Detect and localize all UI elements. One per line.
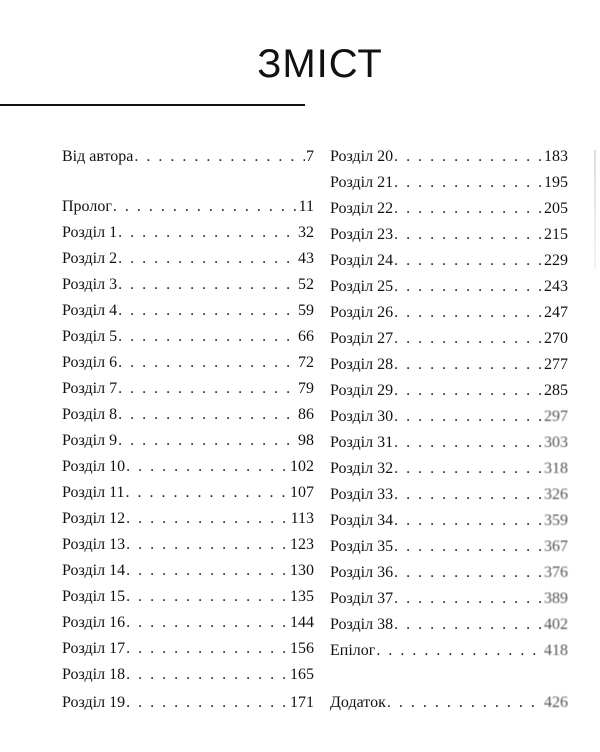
leader-dots <box>118 428 297 454</box>
leader-dots <box>394 196 543 222</box>
toc-entry-chapter[interactable] <box>330 534 568 560</box>
leader-dots <box>118 272 297 298</box>
toc-entry-chapter[interactable] <box>330 612 568 638</box>
leader-dots <box>394 248 543 274</box>
toc-entry-chapter[interactable] <box>330 560 568 586</box>
toc-entry-page: 277 <box>544 356 568 373</box>
toc-entry-chapter[interactable] <box>330 248 568 274</box>
toc-entry-chapter[interactable] <box>62 402 314 428</box>
toc-entry-page: 376 <box>544 564 568 581</box>
leader-dots <box>394 144 543 170</box>
leader-dots <box>118 402 297 428</box>
toc-entry-chapter[interactable] <box>62 690 314 716</box>
toc-entry-label: Розділ 28 <box>330 356 394 373</box>
leader-dots <box>394 534 543 560</box>
toc-entry-page: 243 <box>544 278 568 295</box>
toc-entry-label: Розділ 36 <box>330 564 394 581</box>
leader-dots <box>394 300 543 326</box>
leader-dots <box>118 376 297 402</box>
leader-dots <box>394 586 543 612</box>
leader-dots <box>126 662 289 688</box>
leader-dots <box>118 324 297 350</box>
toc-entry-chapter[interactable] <box>62 558 314 584</box>
toc-entry-chapter[interactable] <box>330 404 568 430</box>
toc-entry-label: Розділ 6 <box>62 354 118 371</box>
toc-entry-label: Розділ 26 <box>330 304 394 321</box>
toc-entry-page: 171 <box>290 694 314 711</box>
page-edge-shadow <box>594 150 596 270</box>
toc-entry-label: Розділ 4 <box>62 302 118 319</box>
toc-entry-page: 195 <box>544 174 568 191</box>
title-divider <box>0 104 305 106</box>
toc-entry-chapter[interactable] <box>330 482 568 508</box>
leader-dots <box>394 508 543 534</box>
toc-entry-chapter[interactable] <box>330 326 568 352</box>
toc-entry-chapter[interactable] <box>330 352 568 378</box>
toc-entry-page: 165 <box>290 666 314 683</box>
toc-entry-label: Від автора <box>62 148 134 165</box>
leader-dots <box>394 378 543 404</box>
toc-entry-label: Розділ 23 <box>330 226 394 243</box>
toc-entry-label: Розділ 2 <box>62 250 118 267</box>
toc-entry-epilogue[interactable] <box>330 638 568 664</box>
toc-entry-label: Розділ 7 <box>62 380 118 397</box>
leader-dots <box>394 222 543 248</box>
toc-entry-chapter[interactable] <box>330 378 568 404</box>
toc-entry-page: 318 <box>544 460 568 477</box>
toc-entry-chapter[interactable] <box>62 298 314 324</box>
leader-dots <box>126 454 289 480</box>
toc-entry-chapter[interactable] <box>330 170 568 196</box>
toc-entry-page: 367 <box>544 538 568 555</box>
leader-dots <box>126 636 289 662</box>
leader-dots <box>394 326 543 352</box>
leader-dots <box>118 220 297 246</box>
toc-entry-page: 418 <box>544 642 568 659</box>
toc-entry-page: 144 <box>290 614 314 631</box>
toc-entry-chapter[interactable] <box>62 584 314 610</box>
toc-entry-label: Розділ 25 <box>330 278 394 295</box>
leader-dots <box>394 456 543 482</box>
leader-dots <box>118 246 297 272</box>
toc-entry-label: Розділ 3 <box>62 276 118 293</box>
toc-entry-chapter[interactable] <box>330 508 568 534</box>
toc-entry-label: Пролог <box>62 198 112 215</box>
toc-entry-page: 303 <box>544 434 568 451</box>
toc-entry-label: Розділ 34 <box>330 512 394 529</box>
toc-entry-page: 359 <box>544 512 568 529</box>
toc-entry-page: 66 <box>298 328 314 345</box>
leader-dots <box>126 480 289 506</box>
toc-entry-label: Розділ 19 <box>62 694 126 711</box>
toc-entry-label: Розділ 29 <box>330 382 394 399</box>
leader-dots <box>126 558 289 584</box>
leader-dots <box>394 274 543 300</box>
toc-entry-page: 326 <box>544 486 568 503</box>
toc-entry-page: 98 <box>298 432 314 449</box>
toc-entry-label: Розділ 33 <box>330 486 394 503</box>
toc-entry-label: Епілог <box>330 642 376 659</box>
toc-entry-chapter[interactable] <box>62 506 314 532</box>
toc-entry-label: Розділ 13 <box>62 536 126 553</box>
toc-entry-label: Розділ 11 <box>62 484 125 501</box>
leader-dots <box>126 532 289 558</box>
toc-entry-label: Розділ 5 <box>62 328 118 345</box>
toc-entry-page: 32 <box>298 224 314 241</box>
leader-dots <box>394 482 543 508</box>
toc-entry-page: 79 <box>298 380 314 397</box>
toc-entry-chapter[interactable] <box>62 376 314 402</box>
toc-entry-page: 102 <box>290 458 314 475</box>
leader-dots <box>126 690 289 716</box>
toc-entry-label: Розділ 14 <box>62 562 126 579</box>
toc-entry-label: Розділ 22 <box>330 200 394 217</box>
toc-entry-label: Розділ 37 <box>330 590 394 607</box>
toc-entry-chapter[interactable] <box>330 300 568 326</box>
toc-entry-chapter[interactable] <box>62 220 314 246</box>
toc-entry-label: Розділ 32 <box>330 460 394 477</box>
toc-entry-page: 270 <box>544 330 568 347</box>
leader-dots <box>394 430 543 456</box>
toc-entry-chapter[interactable] <box>330 586 568 612</box>
leader-dots <box>394 170 543 196</box>
toc-entry-chapter[interactable] <box>62 636 314 662</box>
toc-entry-chapter[interactable] <box>330 196 568 222</box>
toc-entry-page: 215 <box>544 226 568 243</box>
toc-entry-page: 123 <box>290 536 314 553</box>
toc-entry-label: Розділ 31 <box>330 434 394 451</box>
toc-entry-page: 7 <box>306 148 314 165</box>
toc-entry-chapter[interactable] <box>330 274 568 300</box>
toc-entry-chapter[interactable] <box>62 246 314 272</box>
leader-dots <box>394 560 543 586</box>
leader-dots <box>118 298 297 324</box>
toc-entry-chapter[interactable] <box>330 144 568 170</box>
toc-entry-chapter[interactable] <box>62 532 314 558</box>
toc-entry-chapter[interactable] <box>62 454 314 480</box>
toc-entry-page: 205 <box>544 200 568 217</box>
toc-entry-label: Розділ 30 <box>330 408 394 425</box>
toc-entry-page: 135 <box>290 588 314 605</box>
toc-entry-label: Розділ 35 <box>330 538 394 555</box>
toc-entry-label: Розділ 1 <box>62 224 118 241</box>
toc-entry-page: 247 <box>544 304 568 321</box>
toc-entry-chapter[interactable] <box>62 324 314 350</box>
toc-entry-appendix[interactable] <box>330 690 568 716</box>
toc-entry-chapter[interactable] <box>62 610 314 636</box>
toc-entry-page: 285 <box>544 382 568 399</box>
toc-entry-label: Розділ 38 <box>330 616 394 633</box>
toc-entry-label: Розділ 12 <box>62 510 126 527</box>
toc-entry-page: 86 <box>298 406 314 423</box>
toc-entry-page: 59 <box>298 302 314 319</box>
toc-entry-page: 426 <box>544 694 568 711</box>
toc-entry-chapter[interactable] <box>62 350 314 376</box>
toc-entry-page: 156 <box>290 640 314 657</box>
leader-dots <box>113 194 298 220</box>
toc-entry-chapter[interactable] <box>62 428 314 454</box>
toc-entry-chapter[interactable] <box>62 480 314 506</box>
toc-entry-chapter[interactable] <box>330 456 568 482</box>
toc-entry-page: 52 <box>298 276 314 293</box>
leader-dots <box>126 506 289 532</box>
toc-entry-label: Розділ 27 <box>330 330 394 347</box>
toc-entry-label: Розділ 20 <box>330 148 394 165</box>
toc-entry-label: Розділ 17 <box>62 640 126 657</box>
toc-entry-page: 72 <box>298 354 314 371</box>
leader-dots <box>376 638 543 664</box>
toc-entry-label: Розділ 10 <box>62 458 126 475</box>
toc-entry-page: 130 <box>290 562 314 579</box>
toc-entry-label: Розділ 16 <box>62 614 126 631</box>
toc-entry-page: 11 <box>298 198 314 215</box>
toc-entry-label: Розділ 9 <box>62 432 118 449</box>
leader-dots <box>394 612 543 638</box>
toc-entry-prologue[interactable] <box>62 194 314 220</box>
toc-entry-page: 389 <box>544 590 568 607</box>
leader-dots <box>126 584 289 610</box>
toc-entry-chapter[interactable] <box>62 272 314 298</box>
toc-entry-chapter[interactable] <box>62 662 314 688</box>
toc-entry-page: 107 <box>290 484 314 501</box>
toc-entry-page: 183 <box>544 148 568 165</box>
toc-entry-page: 229 <box>544 252 568 269</box>
toc-entry-label: Розділ 21 <box>330 174 394 191</box>
toc-entry-page: 402 <box>544 616 568 633</box>
toc-entry-chapter[interactable] <box>330 430 568 456</box>
toc-entry-label: Додаток <box>330 694 386 711</box>
toc-entry-author[interactable] <box>62 144 314 170</box>
toc-entry-chapter[interactable] <box>330 222 568 248</box>
page-title: ЗМІСТ <box>257 42 383 86</box>
leader-dots <box>118 350 297 376</box>
leader-dots <box>394 352 543 378</box>
toc-entry-page: 43 <box>298 250 314 267</box>
leader-dots <box>387 690 543 716</box>
toc-entry-label: Розділ 8 <box>62 406 118 423</box>
toc-entry-page: 297 <box>544 408 568 425</box>
leader-dots <box>126 610 289 636</box>
leader-dots <box>394 404 543 430</box>
toc-entry-label: Розділ 18 <box>62 666 126 683</box>
toc-entry-page: 113 <box>290 510 314 527</box>
leader-dots <box>134 144 305 170</box>
toc-entry-label: Розділ 15 <box>62 588 126 605</box>
toc-entry-label: Розділ 24 <box>330 252 394 269</box>
